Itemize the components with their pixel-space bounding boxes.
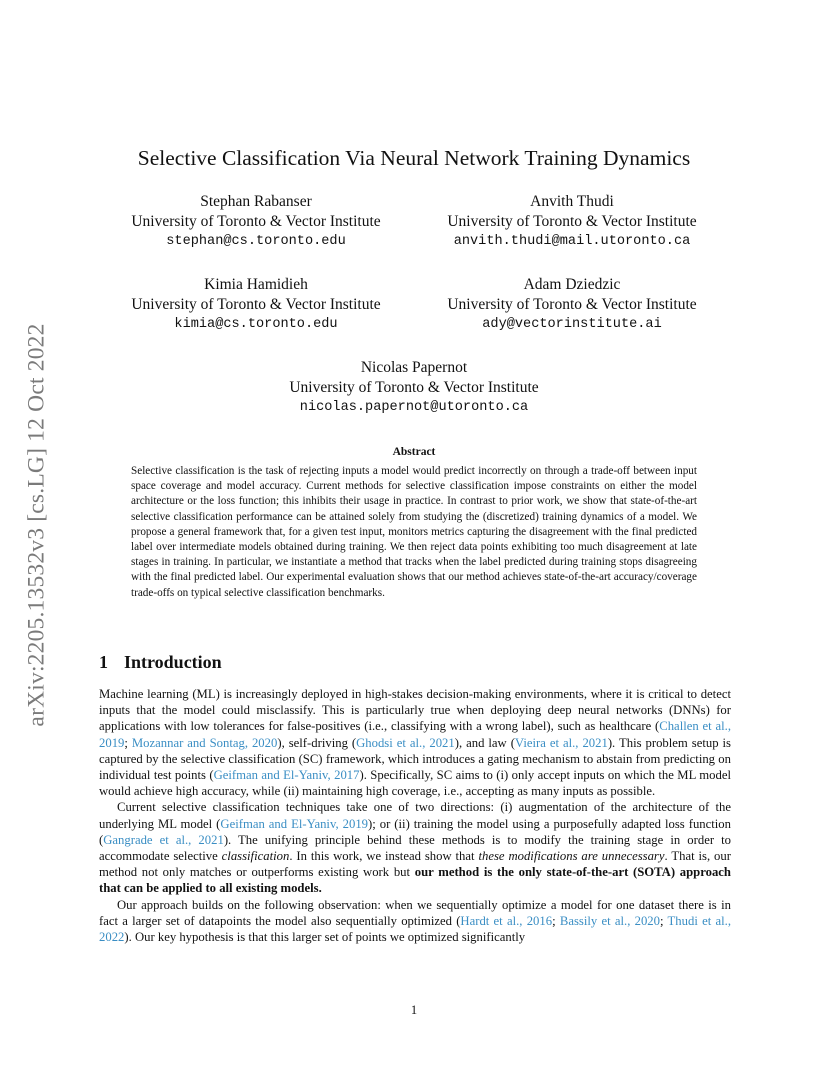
- text-run: ), self-driving (: [277, 735, 357, 750]
- citation-link[interactable]: Mozannar and Sontag, 2020: [131, 735, 278, 750]
- author-name: Stephan Rabanser: [200, 193, 312, 210]
- citation-link[interactable]: Thudi et al., 2022: [99, 913, 731, 945]
- text-run: . That is, our method not only matches or outperforms existing work but: [99, 849, 731, 880]
- citation-link[interactable]: Geifman and El-Yaniv, 2019: [220, 816, 369, 831]
- citation-link[interactable]: Ghodsi et al., 2021: [356, 735, 455, 750]
- text-run: ), and law (: [454, 735, 515, 750]
- text-run: Our approach builds on the following observation: when we sequentially optimize a model for one dataset there is in fact a larger set of datapoints the model also sequentially optimized (: [99, 897, 731, 928]
- text-run: Machine learning (ML) is increasingly deployed in high-stakes decision-making environments, where it is critical to detect inputs that the model could misclassify. This is particularly true when deploying deep neural networks (DNNs) for applications with low tolerances for false-positives (i.e., classifying with a wrong label), such as healthcare (: [99, 687, 731, 734]
- section-title: Introduction: [124, 652, 222, 672]
- text-run: ;: [124, 735, 132, 750]
- author-affiliation: University of Toronto & Vector Institute: [447, 213, 697, 230]
- paragraph: [99, 897, 731, 946]
- author-name: Nicolas Papernot: [360, 359, 468, 376]
- author-email: nicolas.papernot@utoronto.ca: [299, 400, 529, 415]
- abstract-heading: Abstract: [392, 446, 436, 458]
- bold-claim: our method is the only state-of-the-art (SOTA) approach that can be applied to all existing models.: [99, 865, 731, 896]
- citation-link[interactable]: Gangrade et al., 2021: [103, 832, 224, 847]
- text-run: ;: [552, 913, 560, 928]
- text-run: Current selective classification techniques take one of two directions: (i) augmentation of the architecture of the underlying ML model (: [99, 800, 731, 831]
- abstract-text: Selective classification is the task of rejecting inputs a model would predict incorrectly on through a trade-off between input space coverage and model accuracy. Current methods for selective classification impose constraints on either the model architecture or the loss function; this inhibits their usage in practice. In contrast to prior work, we show that state-of-the-art selective classification performance can be attained solely from studying the (discretized) training dynamics of a model. We propose a general framework that, for a given test input, monitors metrics capturing the disagreement with the final predicted label over intermediate models obtained during training. We then reject data points exhibiting too much disagreement at late stages in training. In particular, we instantiate a method that tracks when the label predicted during training stops disagreeing with the final predicted label. Our experimental evaluation shows that our method achieves state-of-the-art accuracy/coverage trade-offs on typical selective classification benchmarks.: [131, 465, 697, 599]
- text-run: . In this work, we instead show that: [289, 849, 479, 864]
- citation-link[interactable]: Hardt et al., 2016: [460, 913, 553, 928]
- body-text: [99, 686, 731, 945]
- author-affiliation: University of Toronto & Vector Institute: [131, 213, 381, 230]
- emphasis-text: these modifications are unnecessary: [478, 849, 665, 864]
- author-block: [100, 192, 412, 252]
- author-block: [258, 358, 570, 418]
- author-email: ady@vectorinstitute.ai: [482, 317, 662, 332]
- author-affiliation: University of Toronto & Vector Institute: [131, 296, 381, 313]
- section-number: 1: [99, 652, 108, 672]
- author-name: Kimia Hamidieh: [204, 276, 308, 293]
- author-email: kimia@cs.toronto.edu: [174, 317, 338, 332]
- author-affiliation: University of Toronto & Vector Institute: [289, 379, 539, 396]
- section-heading: [99, 652, 222, 673]
- text-run: ;: [660, 913, 668, 928]
- author-email: stephan@cs.toronto.edu: [166, 234, 346, 249]
- author-email: anvith.thudi@mail.utoronto.ca: [453, 234, 691, 249]
- author-affiliation: University of Toronto & Vector Institute: [447, 296, 697, 313]
- citation-link[interactable]: Bassily et al., 2020: [559, 913, 660, 928]
- author-name: Adam Dziedzic: [523, 276, 621, 293]
- arxiv-sidebar-stamp: [22, 290, 52, 760]
- text-run: ); or (ii) training the model using a purposefully adapted loss function (: [99, 816, 731, 847]
- author-block: [416, 275, 728, 335]
- citation-link[interactable]: Challen et al., 2019: [99, 719, 731, 750]
- author-block: [100, 275, 412, 335]
- text-run: ). The unifying principle behind these methods is to modify the training stage in order to accommodate selective: [99, 832, 731, 864]
- paper-title: Selective Classification Via Neural Network Training Dynamics: [137, 146, 691, 170]
- author-name: Anvith Thudi: [530, 193, 614, 210]
- text-run: ). Specifically, SC aims to (i) only accept inputs on which the ML model would achieve high accuracy, while (ii) maintaining high coverage, i.e., accepting as many inputs as possible.: [99, 768, 731, 799]
- paragraph: [99, 799, 731, 896]
- citation-link[interactable]: Geifman and El-Yaniv, 2017: [213, 768, 360, 783]
- paragraph: [99, 686, 731, 799]
- author-block: [416, 192, 728, 252]
- page-number: 1: [410, 1003, 418, 1017]
- text-run: ). Our key hypothesis is that this larger set of points we optimized significantly: [124, 930, 526, 945]
- text-run: ). This problem setup is captured by the selective classification (SC) framework, which introduces a gating mechanism to abstain from predicting on individual test points (: [99, 735, 731, 783]
- citation-link[interactable]: Vieira et al., 2021: [514, 735, 608, 750]
- arxiv-identifier: arXiv:2205.13532v3 [cs.LG] 12 Oct 2022: [23, 323, 50, 727]
- emphasis-text: classification: [221, 849, 290, 864]
